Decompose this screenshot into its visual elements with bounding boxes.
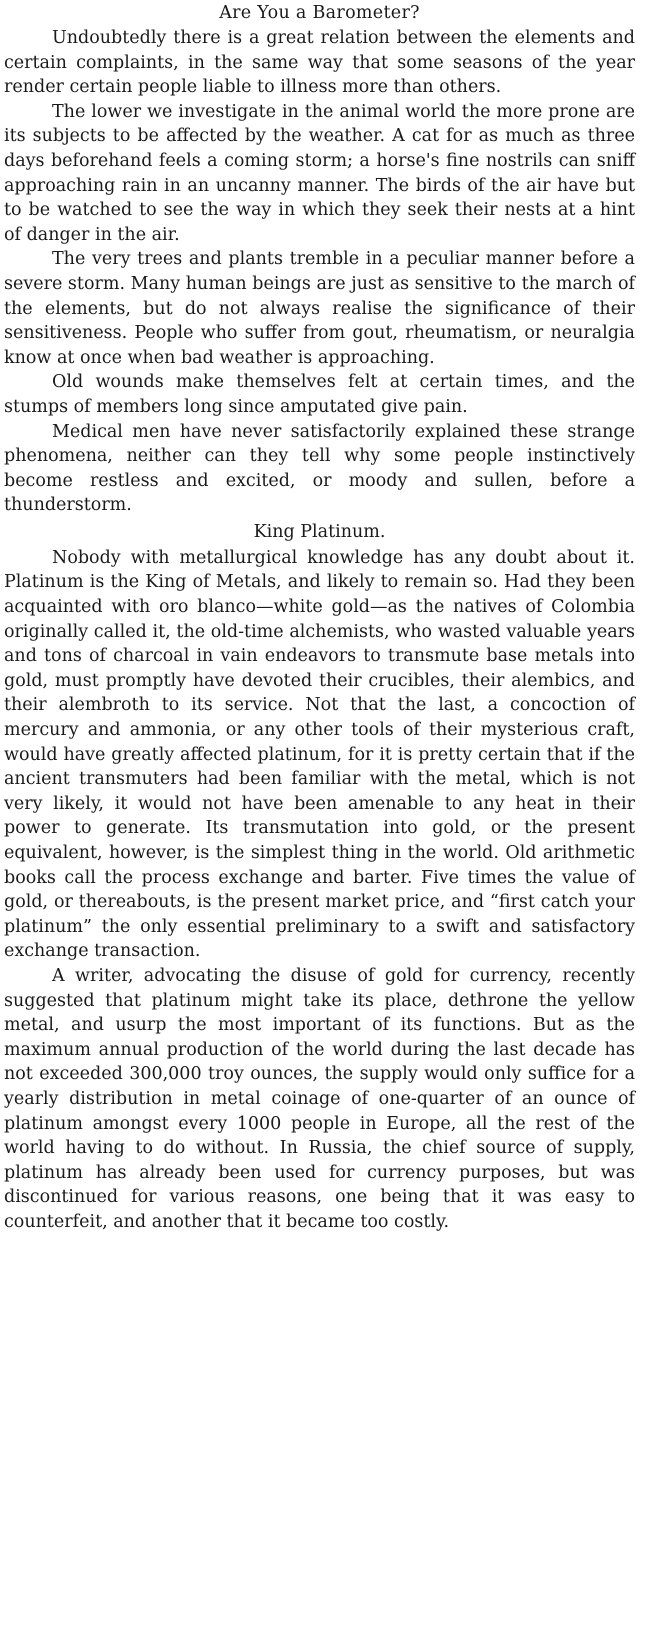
paragraph: A writer, advocating the disuse of gold for currency, recently suggested that platinum might take its place, dethrone the yellow metal, and usurp the most important of its functions. But as the maximum annual production of the world during the last decade has not exceeded 300,000 troy ounces, the supply would only suffice for a yearly distribution in metal coinage of one-quarter of an ounce of platinum amongst every 1000 people in Europe, all the rest of the world having to do without. In Russia, the chief source of supply, platinum has already been used for currency purposes, but was discontinued for various reasons, one being that it was easy to counterfeit, and another that it became too costly.: [4, 965, 635, 1232]
paragraph: Nobody with metallurgical knowledge has any doubt about it. Platinum is the King of Metals, and likely to remain so. Had they been acquainted with oro blanco—white gold—as the natives of Colombia originally called it, the old-time alchemists, who wasted valuable years and tons of charcoal in vain endeavors to transmute base metals into gold, must promptly have devoted their crucibles, their alembics, and their alembroth to its service. Not that the last, a concoction of mercury and ammonia, or any other tools of their mysterious craft, would have greatly affected platinum, for it is pretty certain that if the ancient transmuters had been familiar with the metal, which is not very likely, it would not have been amenable to any heat in their power to generate. Its transmutation into gold, or the present equivalent, however, is the simplest thing in the world. Old arithmetic books call the process exchange and barter. Five times the value of gold, or thereabouts, is the present market price, and “first catch your platinum” the only essential preliminary to a swift and satisfactory exchange transaction.: [4, 547, 635, 962]
paragraph: The lower we investigate in the animal world the more prone are its subjects to be affected by the weather. A cat for as much as three days beforehand feels a coming storm; a horse's fine nostrils can sniff approaching rain in an uncanny manner. The birds of the air have but to be watched to see the way in which they seek their nests at a hint of danger in the air.: [4, 101, 635, 245]
article-title-platinum: King Platinum.: [253, 521, 386, 542]
paragraph: Undoubtedly there is a great relation between the elements and certain complaints, in the same way that some seasons of the year render certain people liable to illness more than others.: [4, 28, 635, 98]
article-title-barometer: Are You a Barometer?: [219, 3, 420, 23]
paragraph: The very trees and plants tremble in a peculiar manner before a severe storm. Many human beings are just as sensitive to the march of the elements, but do not always realise the significance of their sensitiveness. People who suffer from gout, rheumatism, or neuralgia know at once when bad weather is approaching.: [4, 249, 635, 368]
paragraph: Old wounds make themselves felt at certain times, and the stumps of members long since amputated give pain.: [4, 372, 635, 417]
paragraph: Medical men have never satisfactorily explained these strange phenomena, neither can they tell why some people instinctively become restless and excited, or moody and sullen, before a thunderstorm.: [4, 421, 635, 516]
